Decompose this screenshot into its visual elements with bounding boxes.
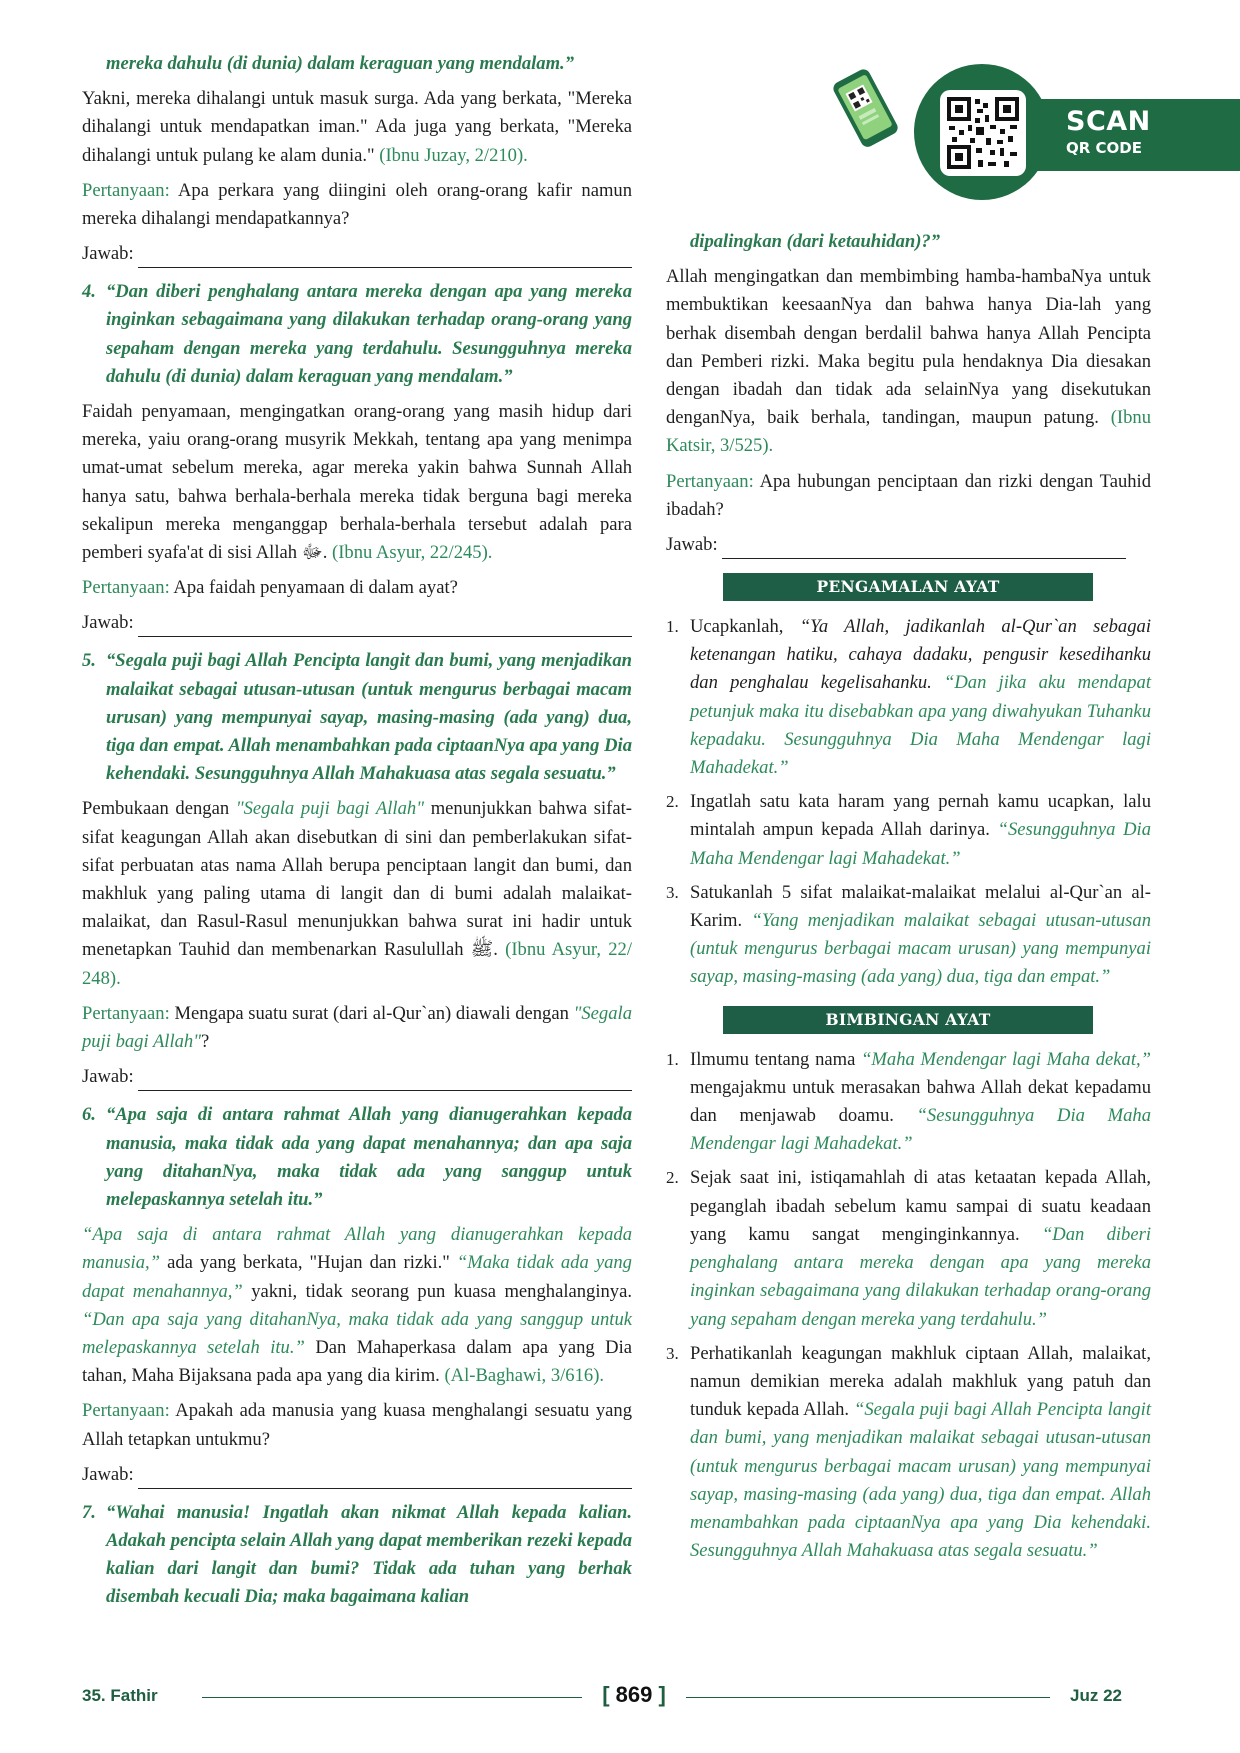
verse-6: [82, 1101, 632, 1214]
answer-field-7[interactable]: Jawab:: [666, 531, 1126, 559]
answer-line[interactable]: [138, 245, 632, 268]
tafsir-paragraph-7: Allah mengingatkan dan membimbing hamba-hambaNya untuk membuktikan keesaanNya dan bahwa hanya Dia-lah yang berhak disembah dengan berdalil bahwa hanya Allah Pencipta dan Pemberi rizki. Maka begitu pula hendaknya Dia diesakan dengan ibadah dan tidak ada selainNya yang disekutukan denganNya, baik berhala, tandingan, maupun patung. (Ibnu Katsir, 3/525).: [666, 266, 1152, 457]
right-column: [666, 228, 1151, 1571]
question-3: Pertanyaan: Apa perkara yang diingini oleh orang-orang kafir namun mereka dihalangi mendapatkannya?: [82, 179, 632, 230]
verse-number: 6.: [82, 1104, 96, 1126]
tafsir-paragraph-3: Yakni, mereka dihalangi untuk masuk surga. Ada yang berkata, "Mereka dihalangi untuk mendapatkan iman." Ada juga yang berkata, "Mereka dihalangi untuk pulang ke alam dunia." (Ibnu Juzay, 2/210).: [82, 88, 632, 166]
citation: (Ibnu Katsir, 3/525).: [666, 407, 1152, 457]
phone-icon: [826, 64, 906, 154]
qr-code-icon: [940, 90, 1026, 176]
scan-qr-badge[interactable]: [826, 64, 1240, 202]
answer-field-4[interactable]: Jawab:: [82, 609, 632, 637]
answer-field-6[interactable]: Jawab:: [82, 1461, 632, 1489]
list-item: 1. Ilmumu tentang nama “Maha Mendengar lagi Maha dekat,” mengajakmu untuk merasakan bahwa Allah dekat kepadamu dan menjawab doamu. “Sesungguhnya Dia Maha Mendengar lagi Mahadekat.”: [666, 1048, 1151, 1155]
verse-4: [82, 278, 632, 391]
question-5: Pertanyaan: Mengapa suatu surat (dari al-Qur`an) diawali dengan "Segala puji bagi Allah"?: [82, 1002, 632, 1053]
citation: (Ibnu Juzay, 2/210).: [379, 144, 528, 166]
list-item: 2. Ingatlah satu kata haram yang pernah kamu ucapkan, lalu mintalah ampun kepada Allah darinya. “Sesungguhnya Dia Maha Mendengar lagi Mahadekat.”: [666, 791, 1151, 869]
qr-code-image[interactable]: [940, 90, 1026, 176]
tafsir-paragraph-6: “Apa saja di antara rahmat Allah yang dianugerahkan kepada manusia,” ada yang berkata, "Hujan dan rizki." “Maka tidak ada yang dapat menahannya,” yakni, tidak seorang pun kuasa menghalanginya. “Dan apa saja yang ditahanNya, maka tidak ada yang sanggup untuk melepaskannya setelah itu.” Dan Mahaperkasa dalam apa yang Dia tahan, Maha Bijaksana pada apa yang dia kirim. (Al-Baghawi, 3/616).: [82, 1224, 632, 1387]
verse-7: [82, 1499, 632, 1612]
bimbingan-list: [666, 1046, 1151, 1566]
verse-text: “Dan diberi penghalang antara mereka dengan apa yang mereka inginkan sebagaimana yang dilakukan terhadap orang-orang yang sepaham dengan mereka yang terdahulu. Sesungguhnya mereka dahulu (di dunia) dalam keraguan yang mendalam.”: [106, 281, 632, 387]
answer-line[interactable]: [138, 1466, 632, 1489]
answer-field-5[interactable]: Jawab:: [82, 1063, 632, 1091]
juz-label: Juz 22: [1070, 1686, 1122, 1705]
qr-code-label: QR CODE: [1066, 139, 1142, 157]
verse-text: “Apa saja di antara rahmat Allah yang dianugerahkan kepada manusia, maka tidak ada yang dapat menahannya; dan apa saja yang ditahanNya, maka tidak ada yang sanggup untuk melepaskannya setelah itu.”: [106, 1104, 632, 1210]
page-number: [ 869 ]: [582, 1682, 686, 1708]
list-item: 3. Satukanlah 5 sifat malaikat-malaikat melalui al-Qur`an al-Karim. “Yang menjadikan malaikat sebagai utusan-utusan (untuk mengurus berbagai macam urusan) yang mempunyai sayap, masing-masing (ada yang) dua, tiga dan empat.”: [666, 881, 1151, 988]
pengamalan-list: [666, 613, 1151, 992]
left-column: [82, 50, 632, 1619]
tafsir-paragraph-4: Faidah penyamaan, mengingatkan orang-orang yang masih hidup dari mereka, yaiu orang-orang musyrik Mekkah, tentang apa yang menimpa umat-umat sebelum mereka, agar mereka yakin bahwa Sunnah Allah hanya satu, bahwa berhala-berhala mereka tidak berguna bagi mereka sekalipun mereka menganggap berhala-berhala tersebut adalah para pemberi syafa'at di sisi Allah ﷻ. (Ibnu Asyur, 22/245).: [82, 401, 632, 564]
verse-5: [82, 647, 632, 788]
page-footer: [82, 1682, 1122, 1712]
footer-divider-left: [202, 1697, 602, 1698]
verse-number: 5.: [82, 650, 96, 672]
verse-7-tail: dipalingkan (dari ketauhidan)?”: [690, 231, 941, 252]
verse-text: “Segala puji bagi Allah Pencipta langit dan bumi, yang menjadikan malaikat sebagai utusan-utusan (untuk mengurus berbagai macam urusan) yang mempunyai sayap, masing-masing (ada yang) dua, tiga dan empat. Allah menambahkan pada ciptaanNya apa yang Dia kehendaki. Sesungguhnya Allah Mahakuasa atas segala sesuatu.”: [106, 650, 632, 785]
tafsir-paragraph-5: Pembukaan dengan "Segala puji bagi Allah" menunjukkan bahwa sifat-sifat keagungan Allah akan disebutkan di sini dan pemberlakukan sifat-sifat perbuatan atas nama Allah berupa penciptaan langit dan bumi, dan makhluk yang paling utama di langit dan di bumi adalah malaikat-malaikat, dan Rasul-Rasul menunjukkan bahwa surat ini hadir untuk menetapkan Tauhid dan membenarkan Rasulullah ﷺ. (Ibnu Asyur, 22/ 248).: [82, 798, 632, 989]
question-4: Pertanyaan: Apa faidah penyamaan di dalam ayat?: [82, 577, 458, 599]
answer-line[interactable]: [138, 1068, 632, 1091]
verse-text: “Wahai manusia! Ingatlah akan nikmat Allah kepada kalian. Adakah pencipta selain Allah yang dapat memberikan rezeki kepada kalian dari langit dan bumi? Tidak ada tuhan yang berhak disembah kecuali Dia; maka bagaimana kalian: [106, 1501, 632, 1608]
scan-label: SCAN: [1066, 106, 1151, 137]
question-6: Pertanyaan: Apakah ada manusia yang kuasa menghalangi sesuatu yang Allah tetapkan untukmu?: [82, 1400, 633, 1450]
answer-line[interactable]: [138, 614, 632, 637]
verse-number: 4.: [82, 281, 96, 303]
list-item: 3. Perhatikanlah keagungan makhluk ciptaan Allah, malaikat, namun demikian mereka adalah makhluk yang patuh dan tunduk kepada Allah. “Segala puji bagi Allah Pencipta langit dan bumi, yang menjadikan malaikat sebagai utusan-utusan (untuk mengurus berbagai macam urusan) yang mempunyai sayap, masing-masing (ada yang) dua, tiga dan empat. Allah menambahkan pada ciptaanNya apa yang Dia kehendaki. Sesungguhnya Allah Mahakuasa atas segala sesuatu.”: [666, 1342, 1152, 1562]
citation: (Ibnu Asyur, 22/245).: [332, 542, 493, 564]
answer-line[interactable]: [722, 536, 1126, 559]
citation: (Al-Baghawi, 3/616).: [444, 1365, 605, 1387]
pengamalan-ayat-heading: PENGAMALAN AYAT: [723, 573, 1093, 601]
surah-name: 35. Fathir: [82, 1686, 158, 1705]
answer-field-3[interactable]: Jawab:: [82, 240, 632, 268]
question-7: Pertanyaan: Apa hubungan penciptaan dan rizki dengan Tauhid ibadah?: [666, 470, 1151, 520]
verse-3-tail: mereka dahulu (di dunia) dalam keraguan yang mendalam.”: [106, 53, 574, 74]
footer-divider-right: [664, 1697, 1050, 1698]
list-item: 2. Sejak saat ini, istiqamahlah di atas ketaatan kepada Allah, peganglah ibadah sebelum kamu sampai di suatu keadaan yang kamu sangat menginginkannya. “Dan diberi penghalang antara mereka dengan apa yang mereka inginkan sebagaimana yang dilakukan terhadap orang-orang yang sepaham dengan mereka yang terdahulu.”: [666, 1167, 1151, 1330]
list-item: 1. Ucapkanlah, “Ya Allah, jadikanlah al-Qur`an sebagai ketenangan hatiku, cahaya dadaku, pengusir kesedihanku dan penghalau kegelisahanku. “Dan jika aku mendapat petunjuk maka itu disebabkan apa yang diwahyukan Tuhanku kepadaku. Sesungguhnya Dia Maha Mendengar lagi Mahadekat.”: [666, 616, 1151, 779]
verse-number: 7.: [82, 1501, 96, 1523]
citation: (Ibnu Asyur, 22/ 248).: [82, 939, 632, 989]
bimbingan-ayat-heading: BIMBINGAN AYAT: [723, 1006, 1093, 1034]
